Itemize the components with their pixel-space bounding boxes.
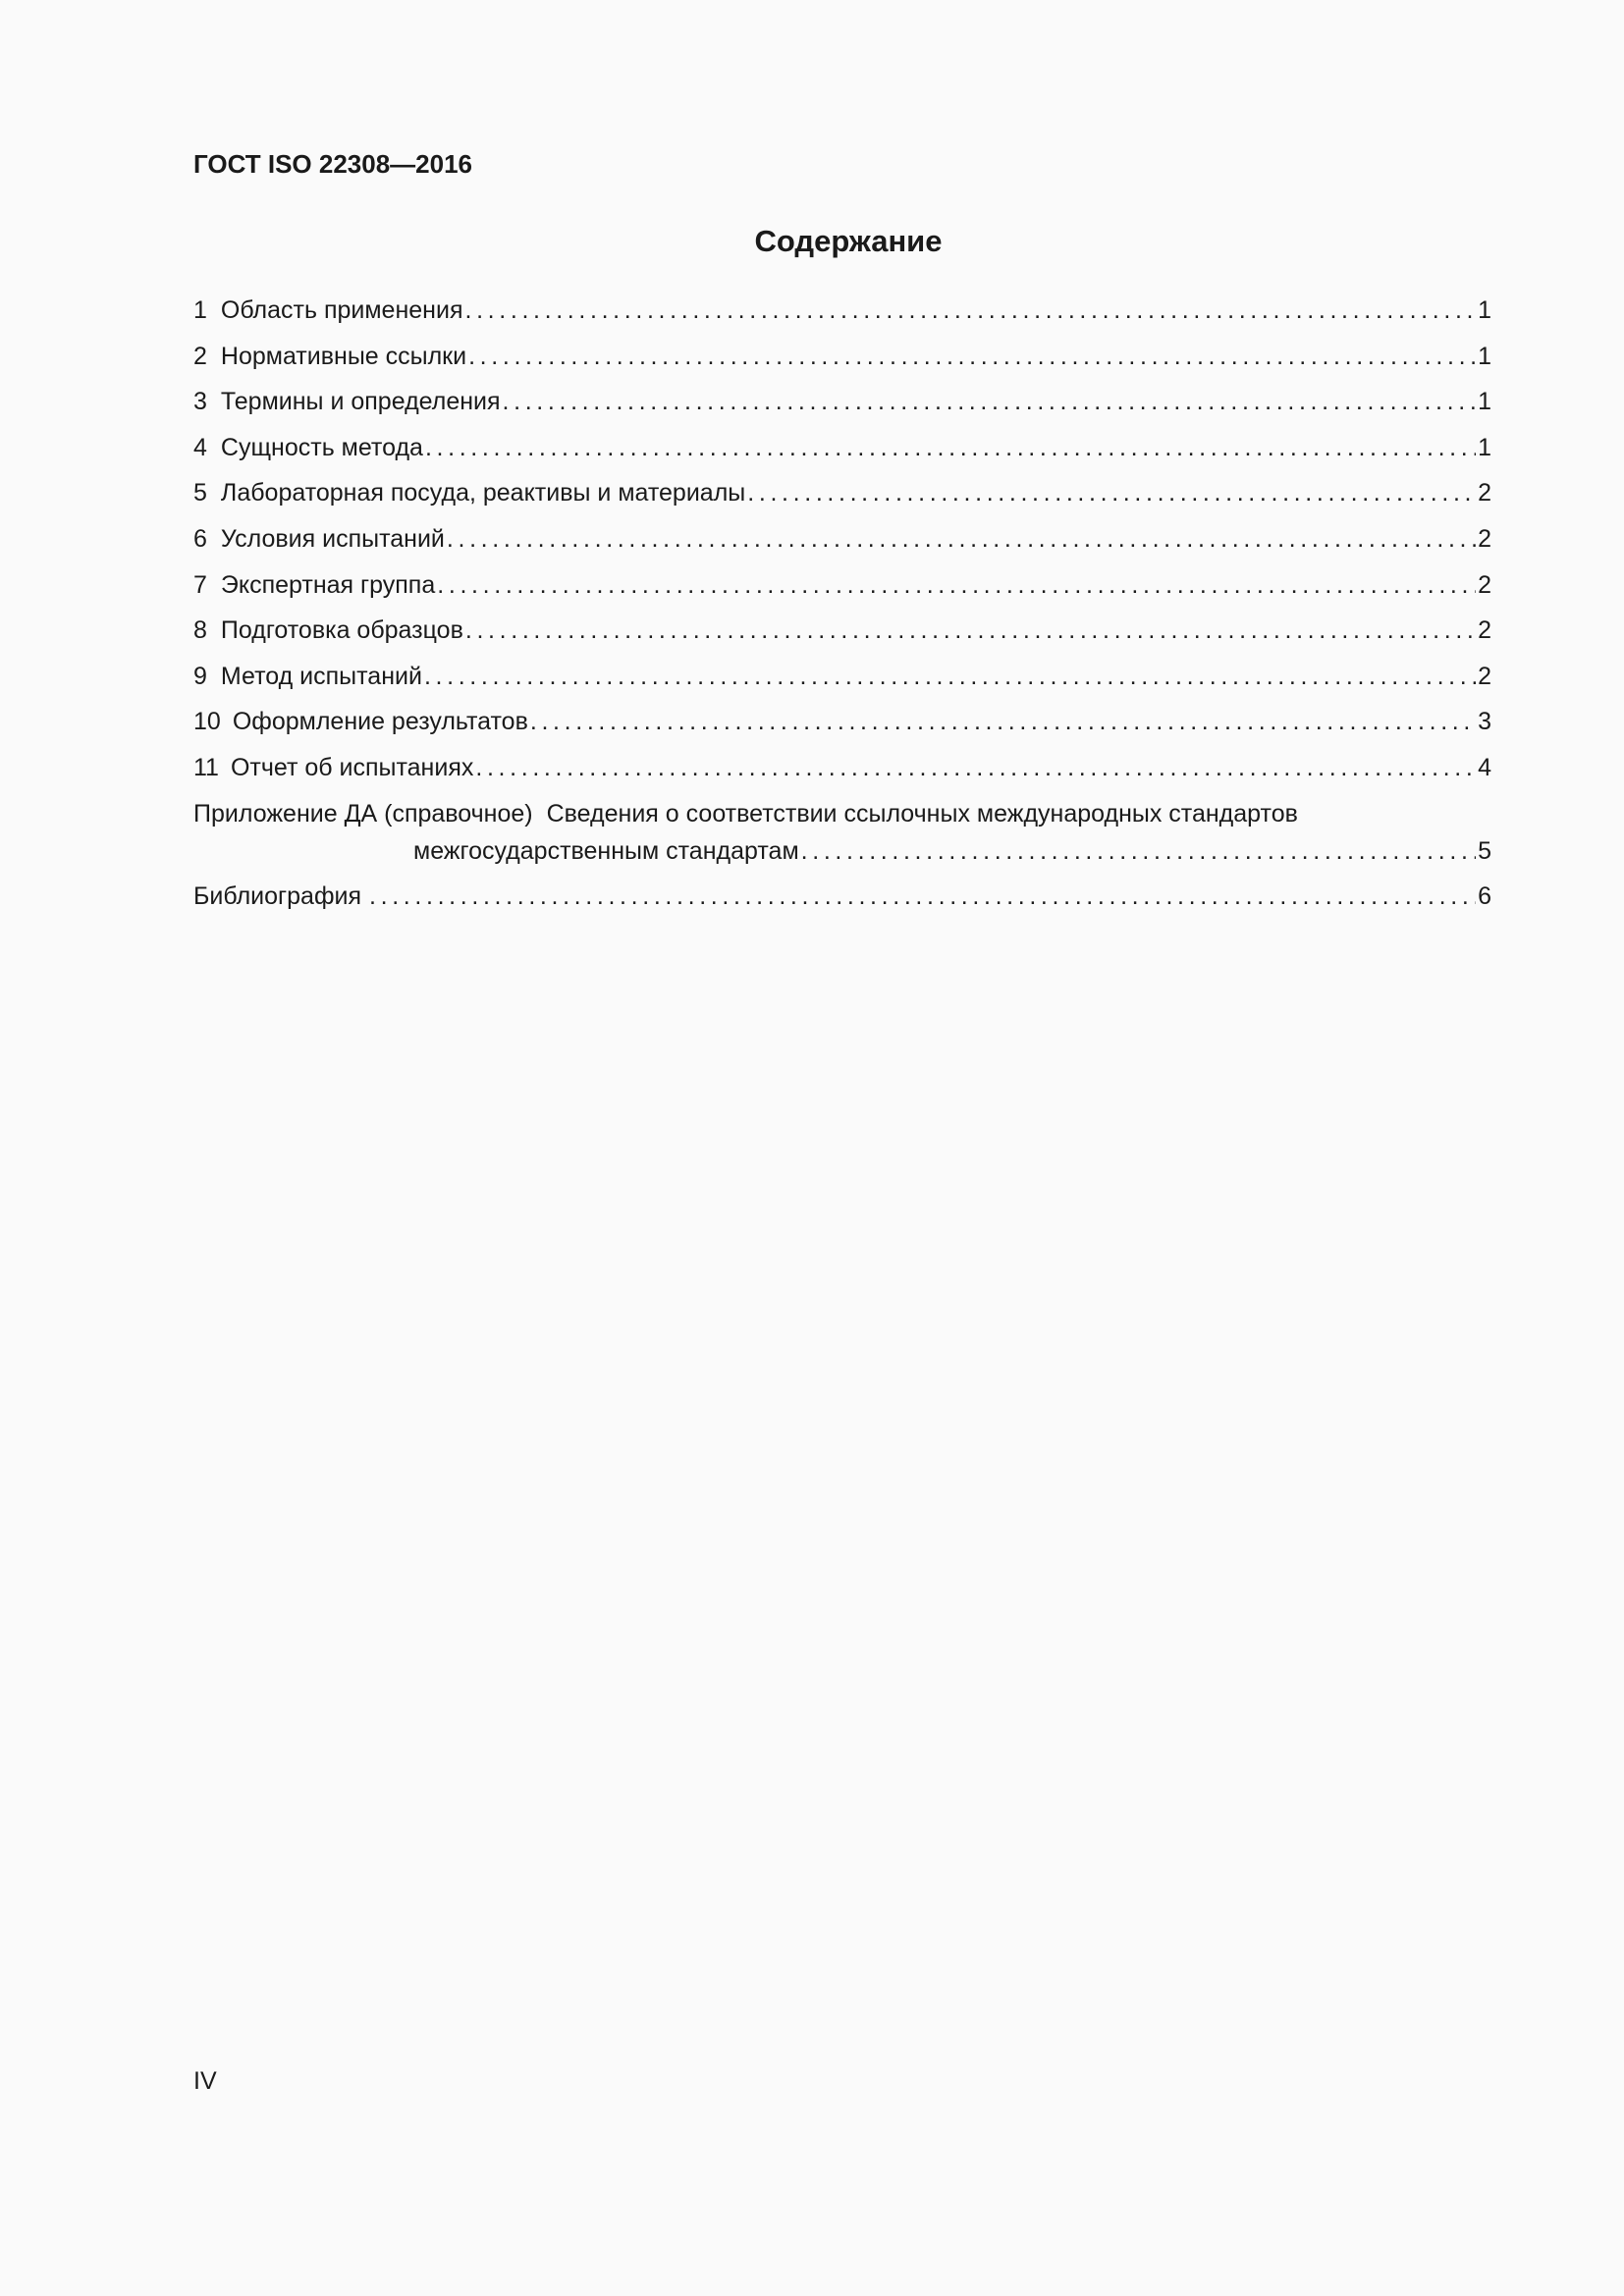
page-title: Содержание (754, 224, 943, 258)
toc-item-appendix[interactable] (193, 800, 1491, 837)
dot-leader (801, 837, 1476, 866)
page-number: IV (193, 2067, 217, 2095)
toc-item-label: Нормативные ссылки (220, 342, 467, 370)
toc-item-label: Условия испытаний (220, 524, 445, 553)
dot-leader (468, 343, 1476, 371)
toc-item-number: 2 (193, 342, 207, 370)
toc-item-label: Подготовка образцов (220, 616, 463, 645)
toc-item-bibliography[interactable] (193, 882, 1491, 929)
toc-item-label: Сущность метода (220, 433, 423, 461)
dot-leader (437, 571, 1476, 600)
toc-item-label: Библиография (193, 881, 362, 910)
toc-item[interactable] (193, 708, 1491, 754)
dot-leader (424, 663, 1476, 691)
toc-item-number: 6 (193, 524, 207, 553)
dot-leader (447, 525, 1476, 554)
toc-item-number: 10 (193, 708, 221, 736)
dot-leader (503, 388, 1477, 416)
toc-item[interactable] (193, 296, 1491, 343)
toc-item[interactable] (193, 571, 1491, 617)
dot-leader (747, 479, 1476, 507)
toc-item-label: Отчет об испытаниях (230, 753, 474, 781)
toc-item-appendix-cont[interactable] (193, 837, 1491, 882)
dot-leader (530, 708, 1476, 736)
toc-page-number: 3 (1478, 708, 1491, 736)
toc-appendix-title: Сведения о соответствии ссылочных международных стандартов (546, 799, 1298, 828)
toc-item-label: Термины и определения (220, 388, 501, 416)
dot-leader (475, 754, 1476, 782)
toc-item-number: 7 (193, 570, 207, 599)
toc-page-number: 1 (1478, 433, 1491, 461)
toc-item-number: 9 (193, 662, 207, 690)
dot-leader (425, 434, 1476, 462)
toc-item-number: 8 (193, 616, 207, 645)
toc-page-number: 1 (1478, 296, 1491, 324)
toc-appendix-title-cont: межгосударственным стандартам (413, 836, 799, 865)
dot-leader (369, 882, 1476, 911)
toc-item[interactable] (193, 388, 1491, 434)
toc-page-number: 2 (1478, 662, 1491, 690)
dot-leader (465, 616, 1476, 645)
toc-page-number: 1 (1478, 342, 1491, 370)
toc-page-number: 2 (1478, 479, 1491, 507)
toc-appendix-prefix: Приложение ДА (справочное) (193, 799, 533, 828)
toc-item-label: Экспертная группа (220, 570, 436, 599)
document-header: ГОСТ ISO 22308—2016 (193, 149, 473, 179)
toc-item[interactable] (193, 525, 1491, 571)
toc-page-number: 6 (1478, 881, 1491, 910)
toc-item-label: Лабораторная посуда, реактивы и материалы (220, 479, 746, 507)
toc-page-number: 2 (1478, 616, 1491, 645)
toc-page-number: 4 (1478, 753, 1491, 781)
toc-item-label: Область применения (220, 296, 463, 324)
dot-leader (464, 296, 1476, 325)
toc-page-number: 5 (1478, 836, 1491, 865)
toc-item[interactable] (193, 754, 1491, 800)
toc-item-label: Метод испытаний (220, 662, 422, 690)
toc-item[interactable] (193, 663, 1491, 709)
toc-item-number: 5 (193, 479, 207, 507)
toc-page-number: 1 (1478, 388, 1491, 416)
toc-item-number: 4 (193, 433, 207, 461)
toc-item[interactable] (193, 616, 1491, 663)
toc-item[interactable] (193, 434, 1491, 480)
toc-page-number: 2 (1478, 570, 1491, 599)
toc-page-number: 2 (1478, 524, 1491, 553)
toc-item-number: 11 (193, 753, 219, 781)
toc-item[interactable] (193, 343, 1491, 389)
toc-item-label: Оформление результатов (232, 708, 528, 736)
toc-item[interactable] (193, 479, 1491, 525)
table-of-contents (193, 296, 1491, 928)
toc-item-number: 3 (193, 388, 207, 416)
toc-item-number: 1 (193, 296, 207, 324)
